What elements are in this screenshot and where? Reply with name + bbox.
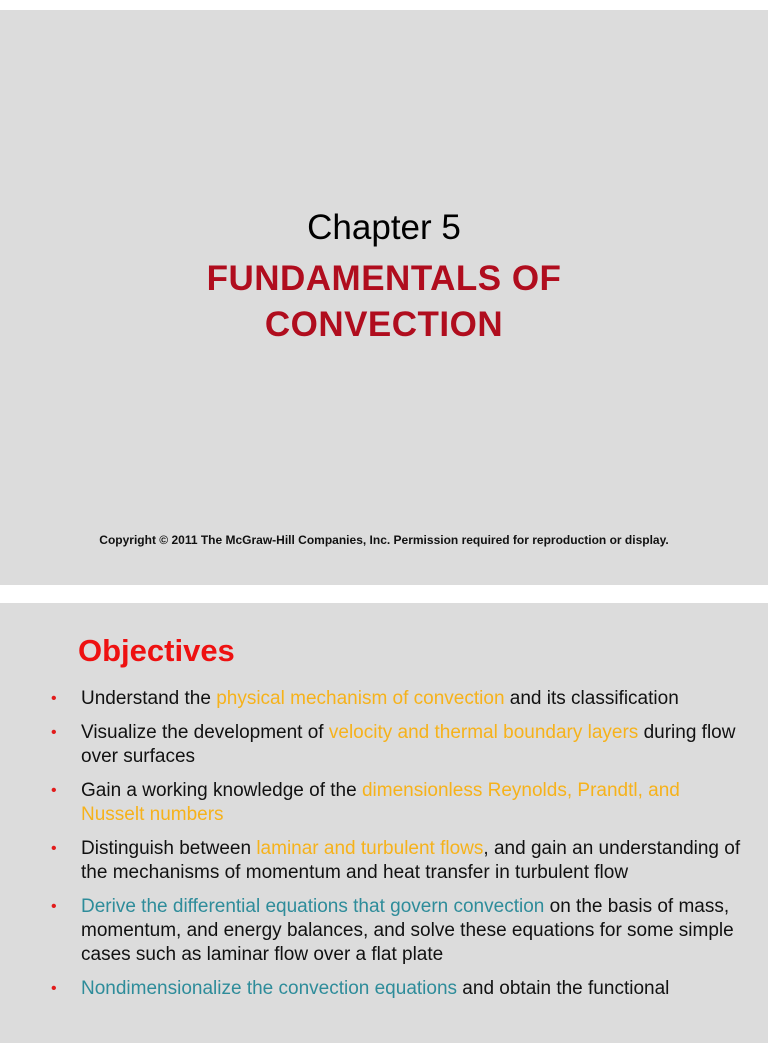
item-text: Visualize the development of — [81, 722, 329, 743]
item-highlight: Nondimensionalize the convection equations — [81, 978, 458, 999]
item-highlight: laminar and turbulent flows — [256, 838, 484, 859]
copyright-notice: Copyright © 2011 The McGraw-Hill Companies, Inc. Permission required for reproduction or display. — [99, 533, 669, 547]
title-slide — [0, 10, 768, 585]
bullet-icon: • — [51, 724, 57, 741]
list-item — [0, 837, 768, 885]
item-text: , and gain an understanding of the mechanisms of momentum and heat transfer in turbulent flow — [81, 838, 741, 883]
item-highlight: velocity and thermal boundary layers — [328, 722, 639, 743]
item-highlight: Derive the differential equations that govern convection — [81, 896, 545, 917]
list-item — [0, 779, 768, 827]
objectives-list — [0, 687, 768, 1011]
objectives-slide — [0, 603, 768, 1043]
item-text: during flow over surfaces — [81, 722, 736, 767]
item-text: on the basis of mass, momentum, and energy balances, and solve these equations for some simple cases such as laminar flow over a flat plate — [81, 896, 734, 965]
chapter-title-line1: FUNDAMENTALS OF — [206, 259, 562, 298]
bullet-icon: • — [51, 898, 57, 915]
list-item — [0, 977, 768, 1001]
item-text: and its classification — [504, 688, 679, 709]
item-text: and obtain the functional — [457, 978, 670, 999]
chapter-label: Chapter 5 — [307, 208, 461, 247]
bullet-icon: • — [51, 690, 57, 707]
bullet-icon: • — [51, 980, 57, 997]
chapter-title-line2: CONVECTION — [264, 305, 504, 344]
list-item — [0, 687, 768, 711]
item-highlight: dimensionless Reynolds, Prandtl, and Nusselt numbers — [81, 780, 680, 825]
bullet-icon: • — [51, 840, 57, 857]
item-text: Gain a working knowledge of the — [81, 780, 362, 801]
list-item — [0, 721, 768, 769]
objectives-title: Objectives — [78, 633, 235, 668]
chapter-title — [0, 256, 768, 348]
item-text: Understand the — [81, 688, 217, 709]
item-text: Distinguish between — [81, 838, 257, 859]
bullet-icon: • — [51, 782, 57, 799]
item-highlight: physical mechanism of convection — [216, 688, 505, 709]
list-item — [0, 895, 768, 967]
